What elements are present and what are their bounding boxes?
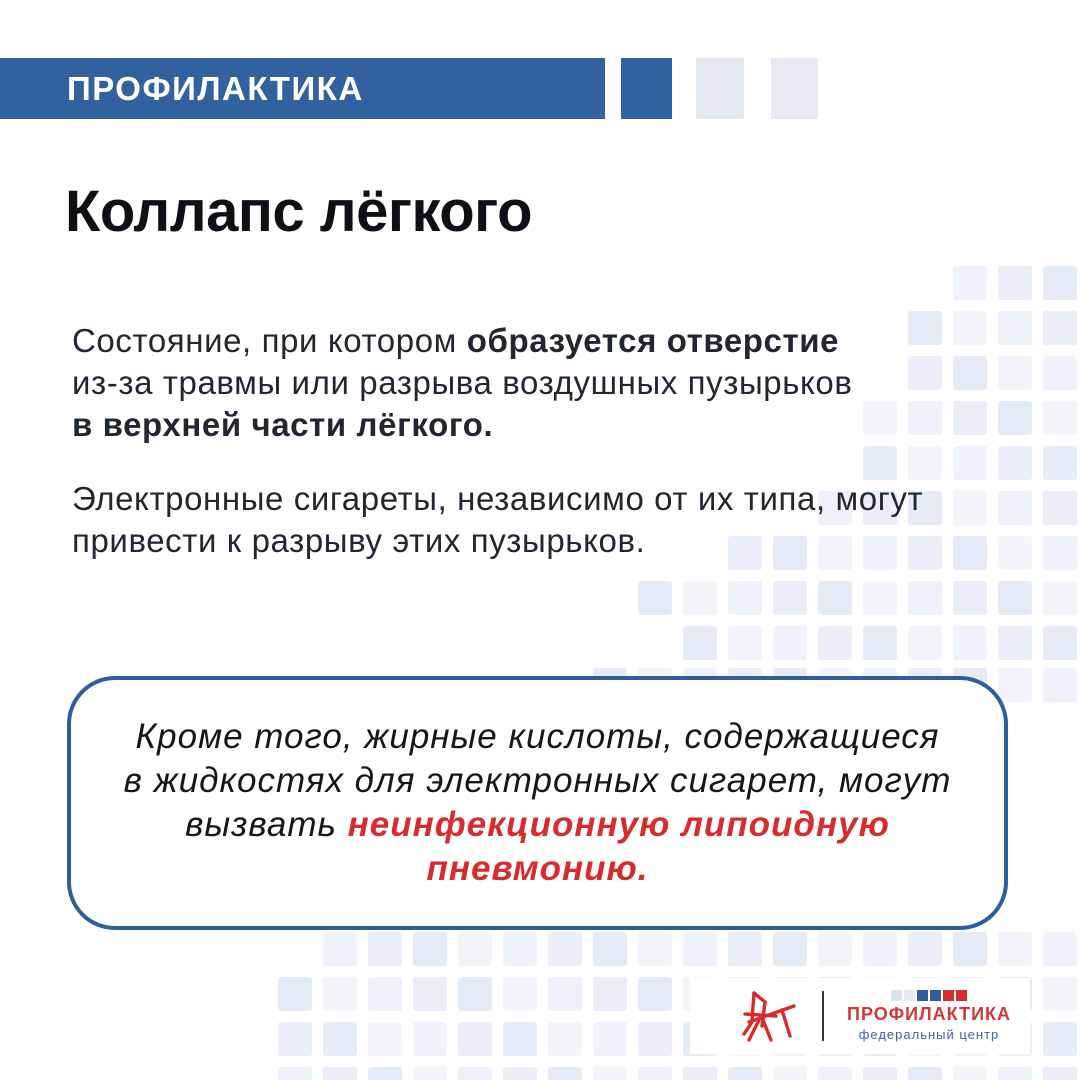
pattern-square — [818, 1067, 852, 1080]
pattern-square — [908, 356, 942, 390]
pattern-square — [908, 932, 942, 966]
pattern-square — [863, 581, 897, 615]
pattern-square — [1043, 932, 1077, 966]
pattern-square — [548, 1067, 582, 1080]
pattern-square — [998, 311, 1032, 345]
pattern-square — [683, 626, 717, 660]
pattern-square — [503, 977, 537, 1011]
text-line: в верхней части лёгкого. — [72, 406, 494, 443]
text-line: из-за травмы или разрыва воздушных пузырьков — [72, 364, 853, 401]
pattern-square — [998, 446, 1032, 480]
pattern-square — [908, 581, 942, 615]
header-bar — [0, 58, 605, 119]
pattern-square — [728, 626, 762, 660]
text-line: в жидкостях для электронных сигарет, могут — [123, 761, 952, 800]
pattern-square — [413, 977, 447, 1011]
pattern-square — [368, 1022, 402, 1056]
callout-box — [67, 676, 1008, 930]
pattern-square — [368, 1067, 402, 1080]
pattern-square — [998, 1067, 1032, 1080]
pattern-square — [1043, 977, 1077, 1011]
pattern-square — [863, 932, 897, 966]
pattern-square — [503, 1067, 537, 1080]
pattern-square — [548, 1022, 582, 1056]
pattern-square — [998, 932, 1032, 966]
header-label: ПРОФИЛАКТИКА — [67, 69, 364, 107]
pattern-square — [458, 1067, 492, 1080]
pattern-square — [863, 401, 897, 435]
text-line: Электронные сигареты, независимо от их типа, могут — [72, 480, 924, 517]
pattern-square — [908, 626, 942, 660]
logo-square — [956, 990, 967, 1001]
pattern-square — [908, 311, 942, 345]
pattern-square — [323, 932, 357, 966]
pattern-square — [1043, 311, 1077, 345]
pattern-square — [953, 1067, 987, 1080]
pattern-square — [593, 977, 627, 1011]
pattern-square — [638, 932, 672, 966]
logo-square — [930, 990, 941, 1001]
pattern-square — [728, 581, 762, 615]
pattern-square — [503, 1022, 537, 1056]
pattern-square — [683, 581, 717, 615]
footer-logo — [690, 978, 1030, 1054]
pattern-square — [953, 536, 987, 570]
pattern-square — [458, 977, 492, 1011]
logo-color-squares — [891, 990, 967, 1001]
pattern-square — [1043, 491, 1077, 525]
pattern-square — [278, 1067, 312, 1080]
pattern-square — [593, 1022, 627, 1056]
pattern-square — [773, 626, 807, 660]
pattern-square — [638, 1022, 672, 1056]
pattern-square — [953, 932, 987, 966]
pattern-square — [953, 581, 987, 615]
definition-paragraph — [72, 320, 853, 446]
text-line: вызвать неинфекционную липоидную — [185, 805, 890, 844]
pattern-square — [953, 446, 987, 480]
logo-square — [904, 990, 915, 1001]
pattern-square — [998, 266, 1032, 300]
pattern-square — [278, 1022, 312, 1056]
pattern-square — [998, 668, 1032, 702]
pattern-square — [1043, 668, 1077, 702]
pattern-square — [323, 1022, 357, 1056]
pattern-square — [593, 932, 627, 966]
pattern-square — [953, 491, 987, 525]
pattern-square — [368, 977, 402, 1011]
logo-square — [943, 990, 954, 1001]
pattern-square — [1043, 626, 1077, 660]
logo-square — [891, 990, 902, 1001]
pattern-square — [908, 401, 942, 435]
pattern-square — [998, 581, 1032, 615]
pattern-square — [278, 977, 312, 1011]
pattern-square — [1043, 446, 1077, 480]
pattern-square — [908, 1067, 942, 1080]
header-square-gray-2 — [771, 58, 818, 119]
pattern-square — [1043, 536, 1077, 570]
pattern-square — [998, 356, 1032, 390]
pattern-square — [413, 932, 447, 966]
pattern-square — [998, 491, 1032, 525]
pattern-square — [683, 932, 717, 966]
pattern-square — [773, 1067, 807, 1080]
pattern-square — [683, 1067, 717, 1080]
logo-org-name: ПРОФИЛАКТИКА — [847, 1004, 1011, 1024]
pattern-square — [908, 446, 942, 480]
pattern-square — [458, 932, 492, 966]
logo-square — [917, 990, 928, 1001]
header-square-blue — [621, 58, 672, 119]
pattern-square — [638, 1067, 672, 1080]
pattern-square — [728, 1067, 762, 1080]
pattern-square — [953, 401, 987, 435]
pattern-square — [323, 977, 357, 1011]
pattern-square — [593, 1067, 627, 1080]
pattern-square — [863, 446, 897, 480]
pattern-square — [323, 1067, 357, 1080]
text-line: привести к разрыву этих пузырьков. — [72, 522, 646, 559]
pattern-square — [953, 311, 987, 345]
page-title: Коллапс лёгкого — [65, 179, 533, 244]
pattern-square — [1043, 356, 1077, 390]
pattern-square — [773, 581, 807, 615]
pattern-square — [413, 1022, 447, 1056]
pattern-square — [368, 932, 402, 966]
pattern-square — [863, 1067, 897, 1080]
pattern-square — [953, 626, 987, 660]
logo-divider — [822, 991, 824, 1041]
pattern-square — [728, 932, 762, 966]
pattern-square — [998, 626, 1032, 660]
pattern-square — [548, 977, 582, 1011]
pattern-square — [818, 626, 852, 660]
pattern-square — [953, 266, 987, 300]
pattern-square — [1043, 1022, 1077, 1056]
pattern-square — [998, 401, 1032, 435]
text-line: Состояние, при котором образуется отверстие — [72, 322, 840, 359]
pattern-square — [638, 977, 672, 1011]
pattern-square — [503, 932, 537, 966]
pattern-square — [818, 932, 852, 966]
logo-text-block — [844, 990, 1014, 1042]
pattern-square — [773, 932, 807, 966]
header-square-gray-1 — [696, 58, 744, 119]
callout-text — [124, 715, 952, 891]
pattern-square — [953, 356, 987, 390]
text-line: пневмонию. — [426, 849, 649, 888]
logo-org-subtitle: федеральный центр — [858, 1027, 1000, 1042]
pattern-square — [458, 1022, 492, 1056]
pattern-square — [1043, 1067, 1077, 1080]
pattern-square — [638, 581, 672, 615]
text-line: Кроме того, жирные кислоты, содержащиеся — [135, 717, 940, 756]
pattern-square — [998, 536, 1032, 570]
pattern-square — [548, 932, 582, 966]
pattern-square — [1043, 581, 1077, 615]
profilaktika-logo-icon — [740, 989, 796, 1043]
pattern-square — [863, 626, 897, 660]
pattern-square — [413, 1067, 447, 1080]
pattern-square — [1043, 401, 1077, 435]
pattern-square — [818, 581, 852, 615]
ecig-risk-paragraph — [72, 478, 923, 562]
pattern-square — [1043, 266, 1077, 300]
